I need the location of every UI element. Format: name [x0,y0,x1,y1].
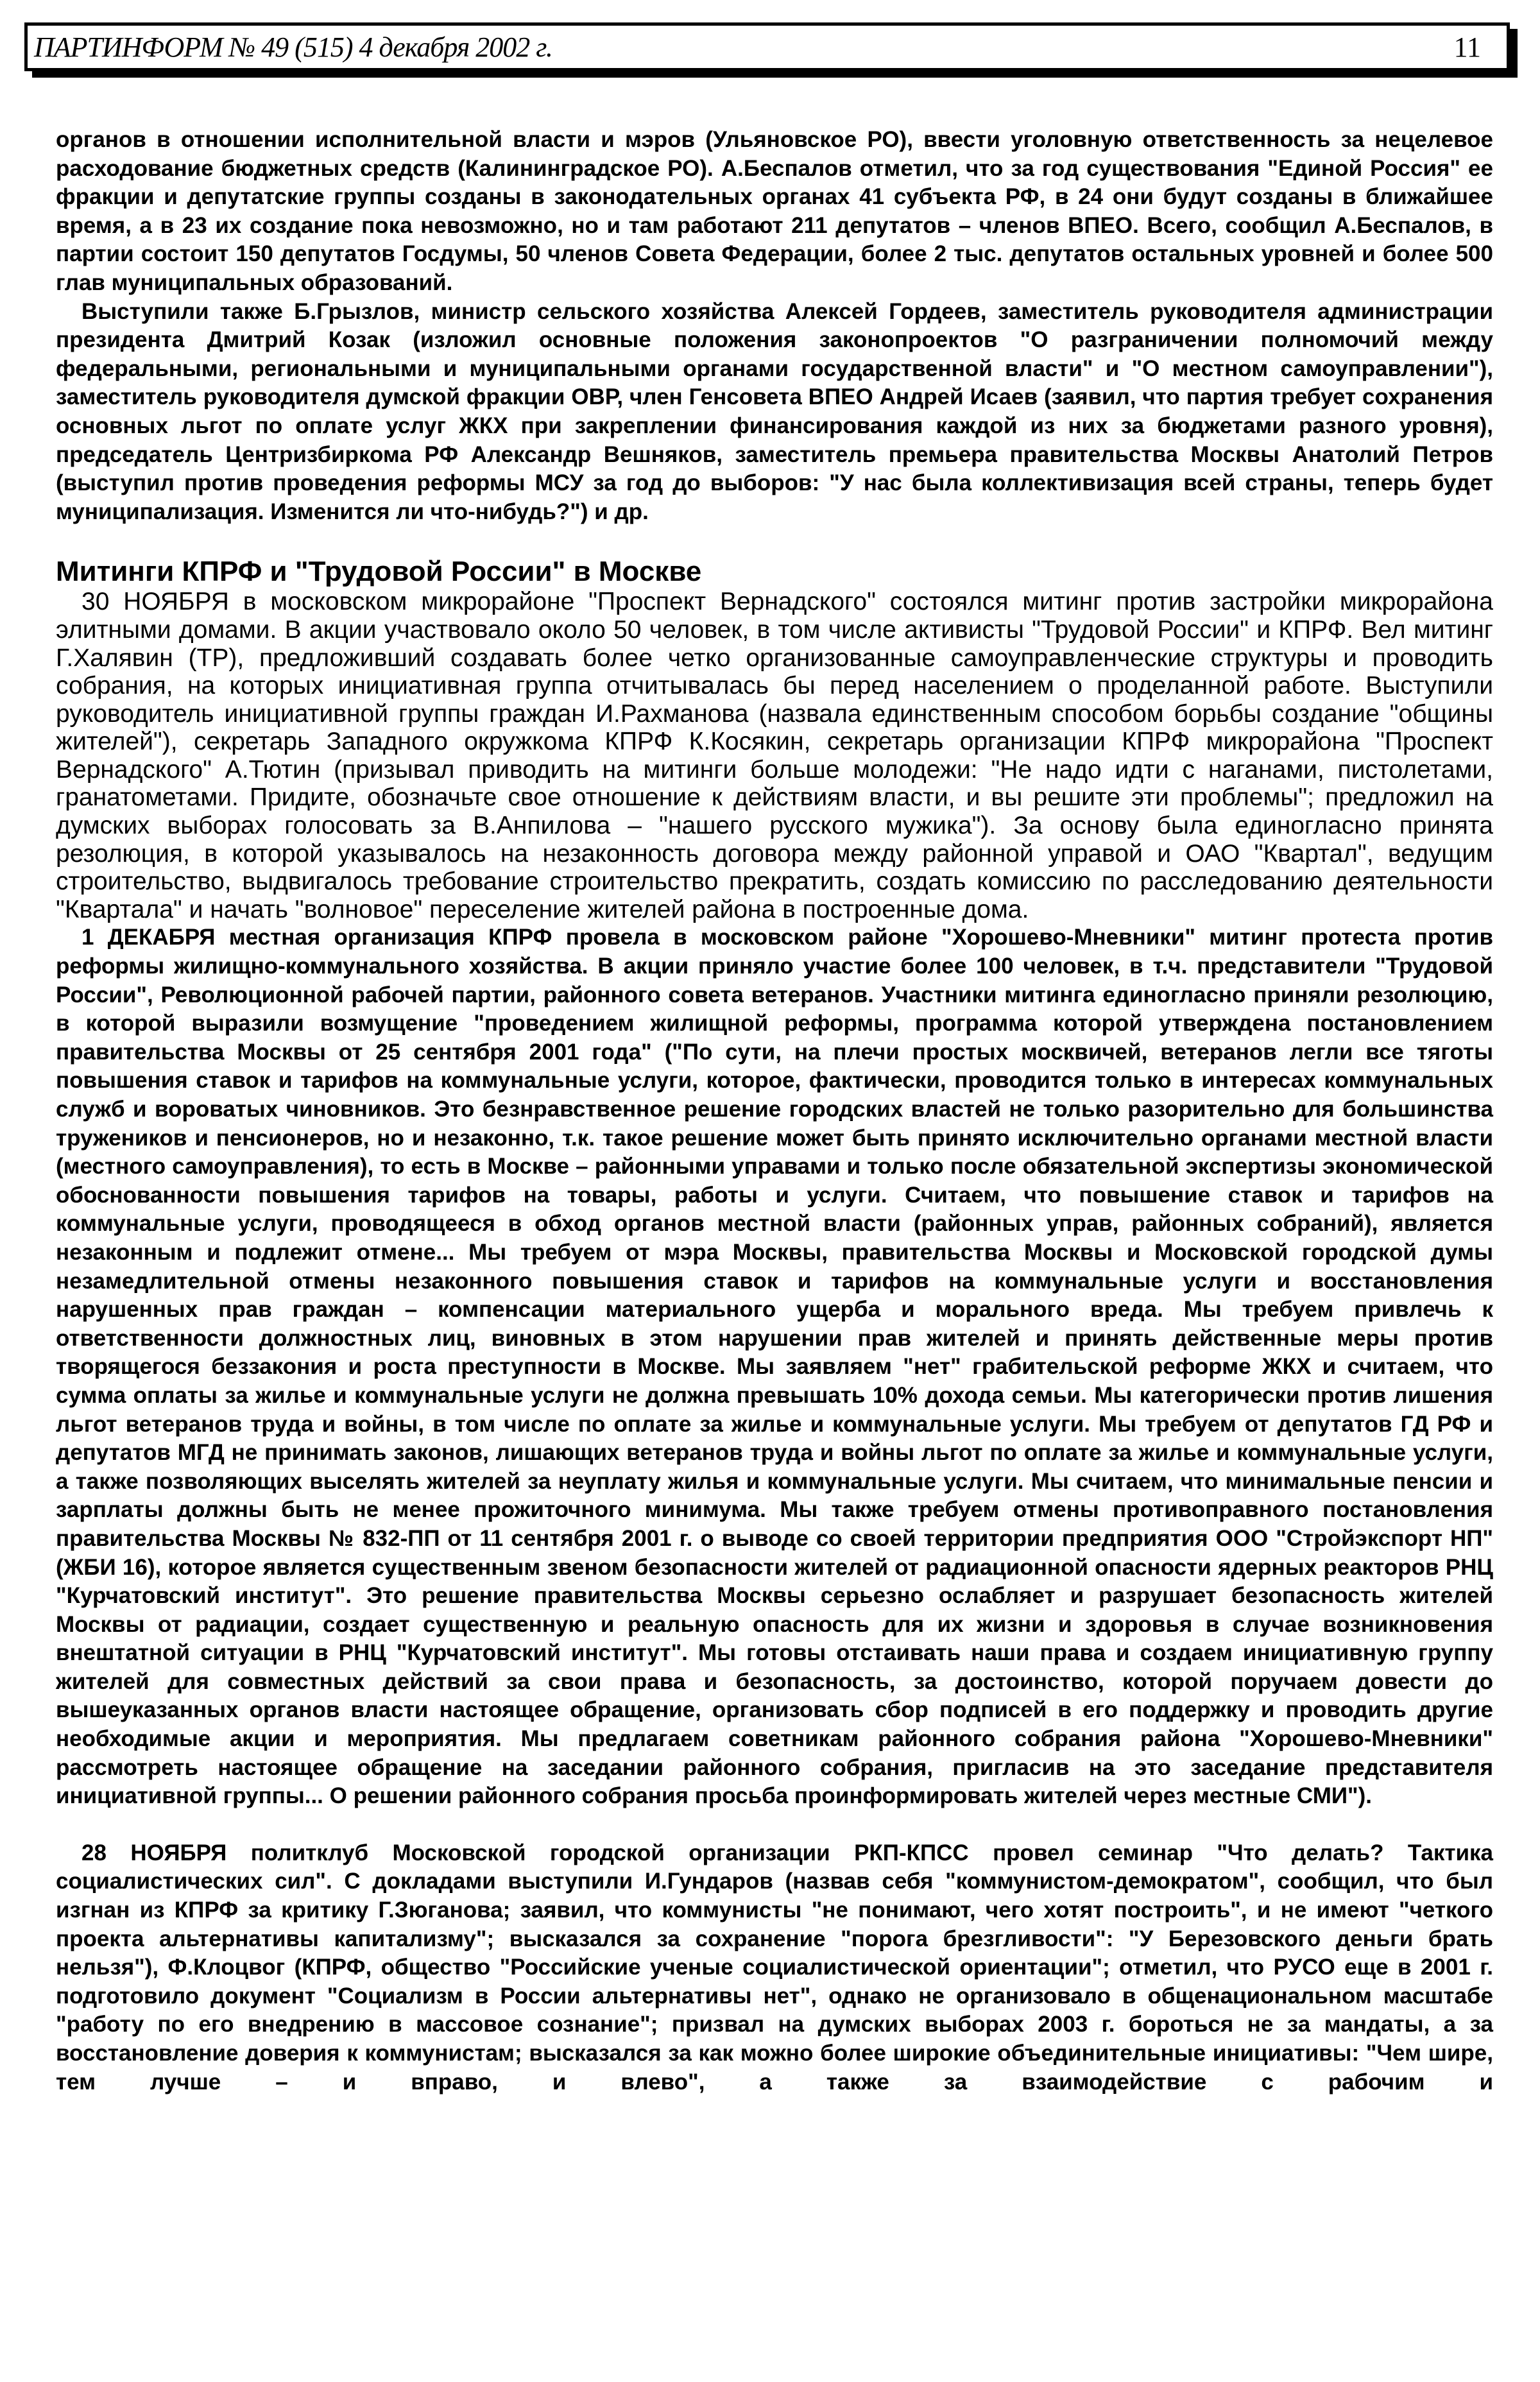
paragraph-28-november: 28 НОЯБРЯ политклуб Московской городской организации РКП-КПСС провел семинар "Что делать? Тактика социалистических сил". С докладами выступили И.Гундаров (назвав себя "коммунистом-демократом", сообщил, что был изгнан из КПРФ за критику Г.Зюганова; заявил, что коммунисты "не понимают, чего хотят построить", и не имеют "четкого проекта альтернативы капитализму"; высказался за сохранение "порога брезгливости": "У Березовского деньги брать нельзя"), Ф.Клоцвог (КПРФ, общество "Российские ученые социалистической ориентации"; отметил, что РУСО еще в 2001 г. подготовило документ "Социализм в России альтернативы нет", однако не организовало в общенациональном масштабе "работу по его внедрению в массовое сознание"; призвал на думских выборах 2003 г. бороться не за мандаты, а за восстановление доверия к коммунистам; высказался за как можно более широкие объединительные инициативы: "Чем шире, тем лучше – и вправо, и влево", а также за взаимодействие с рабочим и [56,1840,1493,2095]
paragraph-speakers: Выступили также Б.Грызлов, министр сельского хозяйства Алексей Гордеев, заместитель руководителя администрации президента Дмитрий Козак (изложил основные положения законопроектов "О разграничении полномочий между федеральными, региональными и муниципальными органами государственной власти" и "О местном самоуправлении"), заместитель руководителя думской фракции ОВР, член Генсовета ВПЕО Андрей Исаев (заявил, что партия требует сохранения основных льгот по оплате услуг ЖКХ при закреплении финансирования каждой из них за бюджетами разного уровня), председатель Центризбиркома РФ Александр Вешняков, заместитель премьера правительства Москвы Анатолий Петров (выступил против проведения реформы МСУ за год до выборов: "У нас была коллективизация всей страны, теперь будет муниципализация. Изменится ли что-нибудь?") и др. [56,298,1493,524]
page-number: 11 [1453,31,1481,63]
paragraph-30-november: 30 НОЯБРЯ в московском микрорайоне "Проспект Вернадского" состоялся митинг против застройки микрорайона элитными домами. В акции участвовало около 50 человек, в том числе активисты "Трудовой России" и КПРФ. Вел митинг Г.Халявин (ТР), предложивший создавать более четко организованные самоуправленческие структуры и проводить собрания, на которых инициативная группа отчитывалась бы перед населением о проделанной работе. Выступили руководитель инициативной группы граждан И.Рахманова (назвала единственным способом борьбы создание "общины жителей"), секретарь Западного окружкома КПРФ К.Косякин, секретарь организации КПРФ микрорайона "Проспект Вернадского" А.Тютин (призывал приводить на митинги больше молодежи: "Не надо идти с наганами, пистолетами, гранатометами. Придите, обозначьте свое отношение к действиям власти, и вы решите эти проблемы"; предложил на думских выборах голосовать за В.Анпилова – "нашего русского мужика"). За основу была единогласно принята резолюция, в которой указывалось на незаконность договора между районной управой и ОАО "Квартал", ведущим строительство, выдвигалось требование строительство прекратить, создать комиссию по расследованию деятельности "Квартала" и начать "волновое" переселение жителей района в построенные дома. [56,588,1493,923]
page-header [24,22,1510,71]
section-heading: Митинги КПРФ и "Трудовой России" в Москве [56,556,702,588]
paragraph-1-december: 1 ДЕКАБРЯ местная организация КПРФ провела в московском районе "Хорошево-Мневники" митинг протеста против реформы жилищно-коммунального хозяйства. В акции приняло участие более 100 человек, в т.ч. представители "Трудовой России", Революционной рабочей партии, районного совета ветеранов. Участники митинга единогласно приняли резолюцию, в которой выразили возмущение "проведением жилищной реформы, программа которой утверждена постановлением правительства Москвы от 25 сентября 2001 года" ("По сути, на плечи простых москвичей, ветеранов легли все тяготы повышения ставок и тарифов на коммунальные услуги, которое, фактически, проводится только в интересах коммунальных служб и вороватых чиновников. Это безнравственное решение городских властей не только разорительно для большинства тружеников и пенсионеров, но и незаконно, т.к. такое решение может быть принято исключительно органами местной власти (местного самоуправления), то есть в Москве – районными управами и только после обязательной экспертизы экономической обоснованности повышения тарифов на товары, работы и услуги. Считаем, что повышение ставок и тарифов на коммунальные услуги, проводящееся в обход органов местной власти (районных управ, районных собраний), является незаконным и подлежит отмене... Мы требуем от мэра Москвы, правительства Москвы и Московской городской думы незамедлительной отмены незаконного повышения ставок и тарифов на коммунальные услуги и восстановления нарушенных прав граждан – компенсации материального ущерба и морального вреда. Мы требуем привлечь к ответственности должностных лиц, виновных в этом нарушении прав жителей и принять действенные меры против творящегося беззакония и роста преступности в Москве. Мы заявляем "нет" грабительской реформе ЖКХ и считаем, что сумма оплаты за жилье и коммунальные услуги не должна превышать 10% дохода семьи. Мы категорически против лишения льгот ветеранов труда и войны, в том числе по оплате за жилье и коммунальные услуги. Мы требуем от депутатов ГД РФ и депутатов МГД не принимать законов, лишающих ветеранов труда и войны льгот по оплате за жилье и коммунальные услуги, а также позволяющих выселять жителей за неуплату жилья и коммунальные услуги. Мы считаем, что минимальные пенсии и зарплаты должны быть не менее прожиточного минимума. Мы также требуем отмены противоправного постановления правительства Москвы № 832-ПП от 11 сентября 2001 г. о выводе со своей территории предприятия ООО "Стройэкспорт НП" (ЖБИ 16), которое является существенным звеном безопасности жителей от радиационной опасности ядерных реакторов РНЦ "Курчатовский институт". Это решение правительства Москвы серьезно ослабляет и разрушает безопасность жителей Москвы от радиации, создает существенную и реальную опасность для их жизни и здоровья в случае возникновения внештатной ситуации в РНЦ "Курчатовский институт". Мы готовы отстаивать наши права и создаем инициативную группу жителей для совместных действий за свои права и безопасность, за достоинство, которой поручаем довести до вышеуказанных органов власти настоящее обращение, организовать сбор подписей в его поддержку и проводить другие необходимые акции и мероприятия. Мы предлагаем советникам районного собрания района "Хорошево-Мневники" рассмотреть настоящее обращение на заседании районного собрания, пригласив на это заседание представителя инициативной группы... О решении районного собрания просьба проинформировать жителей через местные СМИ"). [56,925,1493,1809]
article-body [56,126,1493,2096]
publication-title: ПАРТИНФОРМ № 49 (515) 4 декабря 2002 г. [34,31,552,63]
paragraph-continuation: органов в отношении исполнительной власти и мэров (Ульяновское РО), ввести уголовную ответственность за нецелевое расходование бюджетных средств (Калининградское РО). А.Беспалов отметил, что за год существования "Единой Россия" ее фракции и депутатские группы созданы в законодательных органах 41 субъекта РФ, в 24 они будут созданы в ближайшее время, а в 23 их создание пока невозможно, но и там работают 211 депутатов – членов ВПЕО. Всего, сообщил А.Беспалов, в партии состоит 150 депутатов Госдумы, 50 членов Совета Федерации, более 2 тыс. депутатов остальных уровней и более 500 глав муниципальных образований. [56,127,1493,295]
